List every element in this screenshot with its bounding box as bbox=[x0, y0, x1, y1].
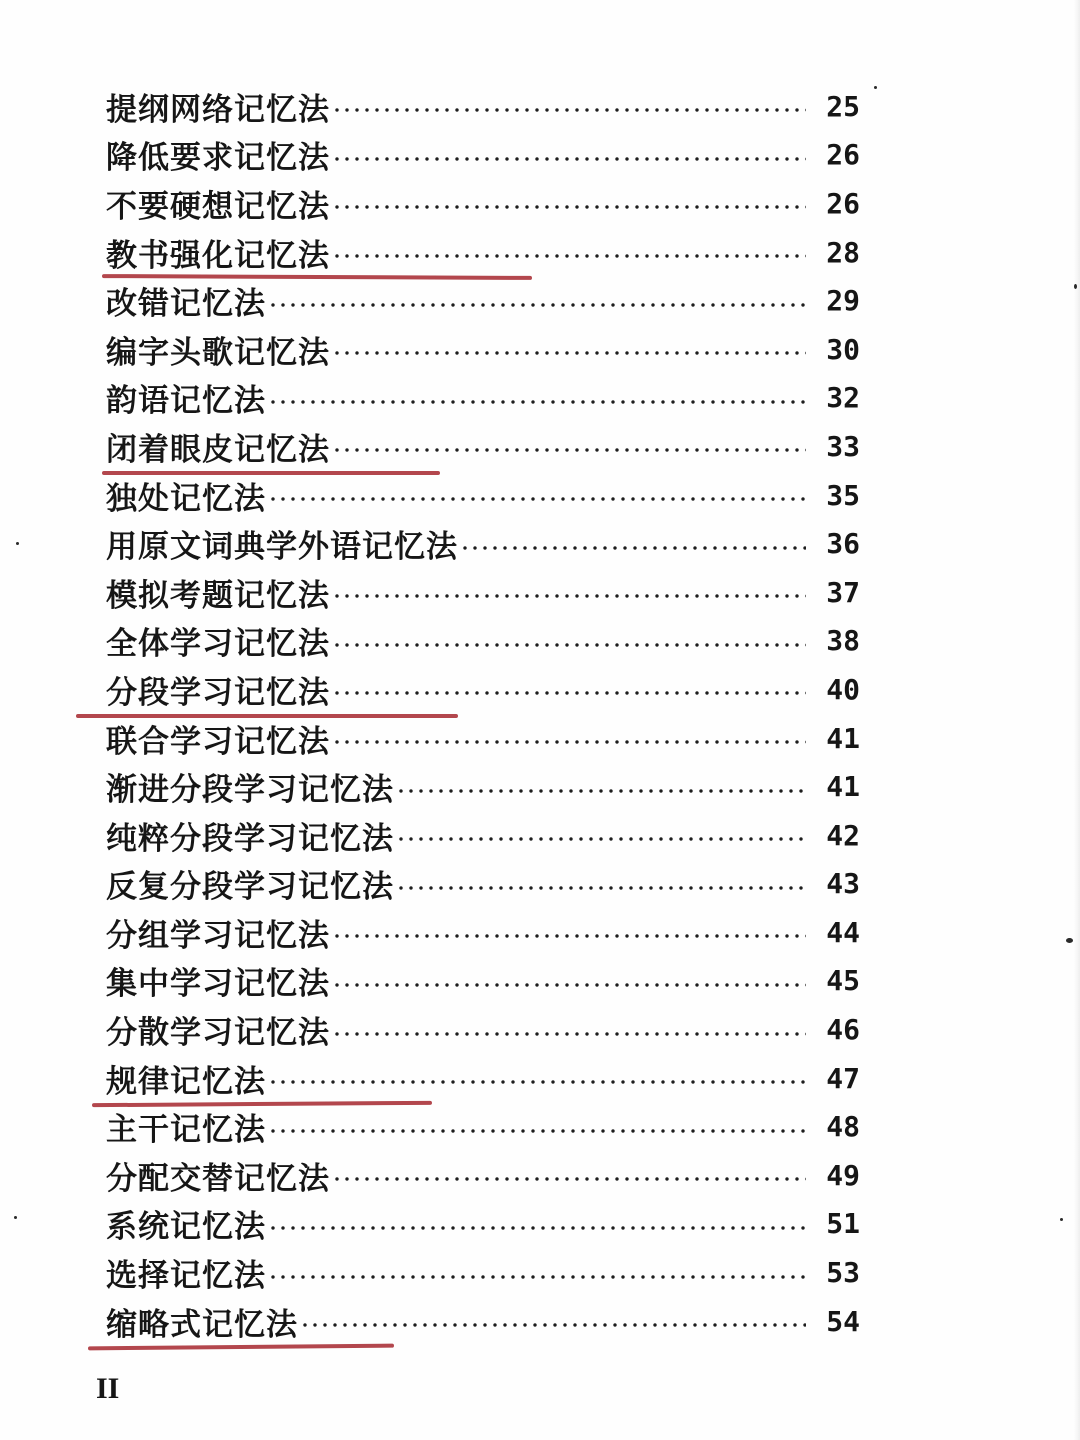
toc-entry-highlighted bbox=[100, 228, 860, 277]
toc-entry-title: 模拟考题记忆法 bbox=[106, 577, 330, 614]
toc-entry-page: 36 bbox=[826, 527, 860, 561]
toc-entry-title: 编字头歌记忆法 bbox=[106, 334, 330, 371]
toc-entry-page: 32 bbox=[826, 381, 860, 415]
toc-entry-title: 分段学习记忆法 bbox=[106, 674, 330, 711]
dot-leader bbox=[332, 445, 806, 455]
dot-leader bbox=[332, 105, 806, 115]
toc-entry-title: 教书强化记忆法 bbox=[106, 237, 330, 274]
dot-leader bbox=[332, 251, 806, 261]
toc-entry-page: 54 bbox=[826, 1304, 860, 1338]
toc-entry-highlighted bbox=[100, 1054, 860, 1103]
toc-entry-title: 全体学习记忆法 bbox=[106, 626, 330, 663]
toc-entry-page: 42 bbox=[826, 818, 860, 852]
print-speck bbox=[14, 1216, 17, 1219]
print-speck bbox=[16, 542, 19, 545]
toc-entry-page: 45 bbox=[826, 964, 860, 998]
toc-entry-title: 独处记忆法 bbox=[106, 480, 266, 517]
print-speck bbox=[1066, 938, 1073, 943]
dot-leader bbox=[332, 348, 806, 358]
dot-leader bbox=[332, 640, 806, 650]
toc-entry-title: 降低要求记忆法 bbox=[106, 140, 330, 177]
toc-entry bbox=[100, 860, 860, 909]
toc-entry-title: 不要硬想记忆法 bbox=[106, 188, 330, 225]
dot-leader bbox=[332, 591, 806, 601]
toc-entry bbox=[100, 325, 860, 374]
toc-entry-page: 29 bbox=[826, 284, 860, 318]
toc-entry bbox=[100, 1200, 860, 1249]
toc-entry bbox=[100, 714, 860, 763]
toc-entry-page: 41 bbox=[826, 770, 860, 804]
toc-entry bbox=[100, 179, 860, 228]
print-speck bbox=[1060, 1218, 1063, 1221]
dot-leader bbox=[332, 154, 806, 164]
dot-leader bbox=[268, 1272, 806, 1282]
toc-entry-title: 反复分段学习记忆法 bbox=[106, 869, 394, 906]
toc-entry-page: 40 bbox=[826, 672, 860, 706]
toc-entry-page: 53 bbox=[826, 1256, 860, 1290]
toc-entry-title: 规律记忆法 bbox=[106, 1063, 266, 1100]
toc-entry-page: 44 bbox=[826, 915, 860, 949]
red-underline-mark bbox=[88, 1344, 394, 1351]
toc-entry-title: 系统记忆法 bbox=[106, 1209, 266, 1246]
print-speck bbox=[874, 86, 877, 89]
dot-leader bbox=[460, 543, 806, 553]
toc-entry-title: 选择记忆法 bbox=[106, 1258, 266, 1295]
toc-entry-page: 25 bbox=[826, 89, 860, 123]
toc-entry-page: 26 bbox=[826, 138, 860, 172]
dot-leader bbox=[396, 883, 806, 893]
toc-entry bbox=[100, 617, 860, 666]
toc-entry-page: 48 bbox=[826, 1110, 860, 1144]
table-of-contents bbox=[100, 82, 860, 1345]
toc-entry-page: 35 bbox=[826, 478, 860, 512]
dot-leader bbox=[332, 737, 806, 747]
toc-entry-highlighted bbox=[100, 422, 860, 471]
toc-entry-title: 缩略式记忆法 bbox=[106, 1306, 298, 1343]
toc-entry bbox=[100, 568, 860, 617]
dot-leader bbox=[332, 688, 806, 698]
dot-leader bbox=[332, 980, 806, 990]
dot-leader bbox=[332, 1029, 806, 1039]
toc-entry bbox=[100, 276, 860, 325]
toc-entry-highlighted bbox=[100, 1297, 860, 1346]
page-folio-number: II bbox=[96, 1372, 120, 1405]
dot-leader bbox=[332, 931, 806, 941]
toc-entry bbox=[100, 1005, 860, 1054]
toc-entry bbox=[100, 811, 860, 860]
toc-entry-title: 集中学习记忆法 bbox=[106, 966, 330, 1003]
toc-entry bbox=[100, 131, 860, 180]
toc-entry bbox=[100, 908, 860, 957]
toc-entry-title: 改错记忆法 bbox=[106, 286, 266, 323]
dot-leader bbox=[268, 397, 806, 407]
toc-entry-title: 渐进分段学习记忆法 bbox=[106, 772, 394, 809]
page-edge-shadow bbox=[1074, 0, 1080, 1440]
toc-entry bbox=[100, 1102, 860, 1151]
dot-leader bbox=[268, 300, 806, 310]
toc-entry bbox=[100, 762, 860, 811]
dot-leader bbox=[332, 1174, 806, 1184]
dot-leader bbox=[396, 834, 806, 844]
toc-entry-page: 49 bbox=[826, 1158, 860, 1192]
toc-entry bbox=[100, 957, 860, 1006]
toc-entry bbox=[100, 1248, 860, 1297]
toc-entry-page: 26 bbox=[826, 186, 860, 220]
toc-entry-title: 提纲网络记忆法 bbox=[106, 91, 330, 128]
toc-entry-title: 分配交替记忆法 bbox=[106, 1160, 330, 1197]
toc-entry-title: 闭着眼皮记忆法 bbox=[106, 431, 330, 468]
toc-entry-page: 37 bbox=[826, 575, 860, 609]
dot-leader bbox=[268, 1126, 806, 1136]
toc-entry-page: 47 bbox=[826, 1061, 860, 1095]
toc-entry-page: 28 bbox=[826, 235, 860, 269]
toc-entry-title: 联合学习记忆法 bbox=[106, 723, 330, 760]
toc-entry-title: 纯粹分段学习记忆法 bbox=[106, 820, 394, 857]
toc-entry bbox=[100, 374, 860, 423]
dot-leader bbox=[396, 786, 806, 796]
toc-entry-page: 33 bbox=[826, 429, 860, 463]
toc-entry-title: 韵语记忆法 bbox=[106, 383, 266, 420]
toc-entry-title: 分组学习记忆法 bbox=[106, 917, 330, 954]
toc-entry bbox=[100, 471, 860, 520]
dot-leader bbox=[268, 1077, 806, 1087]
toc-entry bbox=[100, 1151, 860, 1200]
toc-entry-highlighted bbox=[100, 665, 860, 714]
dot-leader bbox=[268, 494, 806, 504]
toc-entry-page: 30 bbox=[826, 332, 860, 366]
toc-entry-page: 41 bbox=[826, 721, 860, 755]
toc-entry-page: 38 bbox=[826, 624, 860, 658]
toc-entry-page: 51 bbox=[826, 1207, 860, 1241]
dot-leader bbox=[332, 202, 806, 212]
toc-entry-page: 43 bbox=[826, 867, 860, 901]
toc-entry-page: 46 bbox=[826, 1013, 860, 1047]
toc-entry bbox=[100, 519, 860, 568]
toc-entry-title: 主干记忆法 bbox=[106, 1112, 266, 1149]
dot-leader bbox=[268, 1223, 806, 1233]
toc-entry-title: 分散学习记忆法 bbox=[106, 1015, 330, 1052]
toc-entry bbox=[100, 82, 860, 131]
toc-entry-title: 用原文词典学外语记忆法 bbox=[106, 529, 458, 566]
dot-leader bbox=[300, 1320, 806, 1330]
